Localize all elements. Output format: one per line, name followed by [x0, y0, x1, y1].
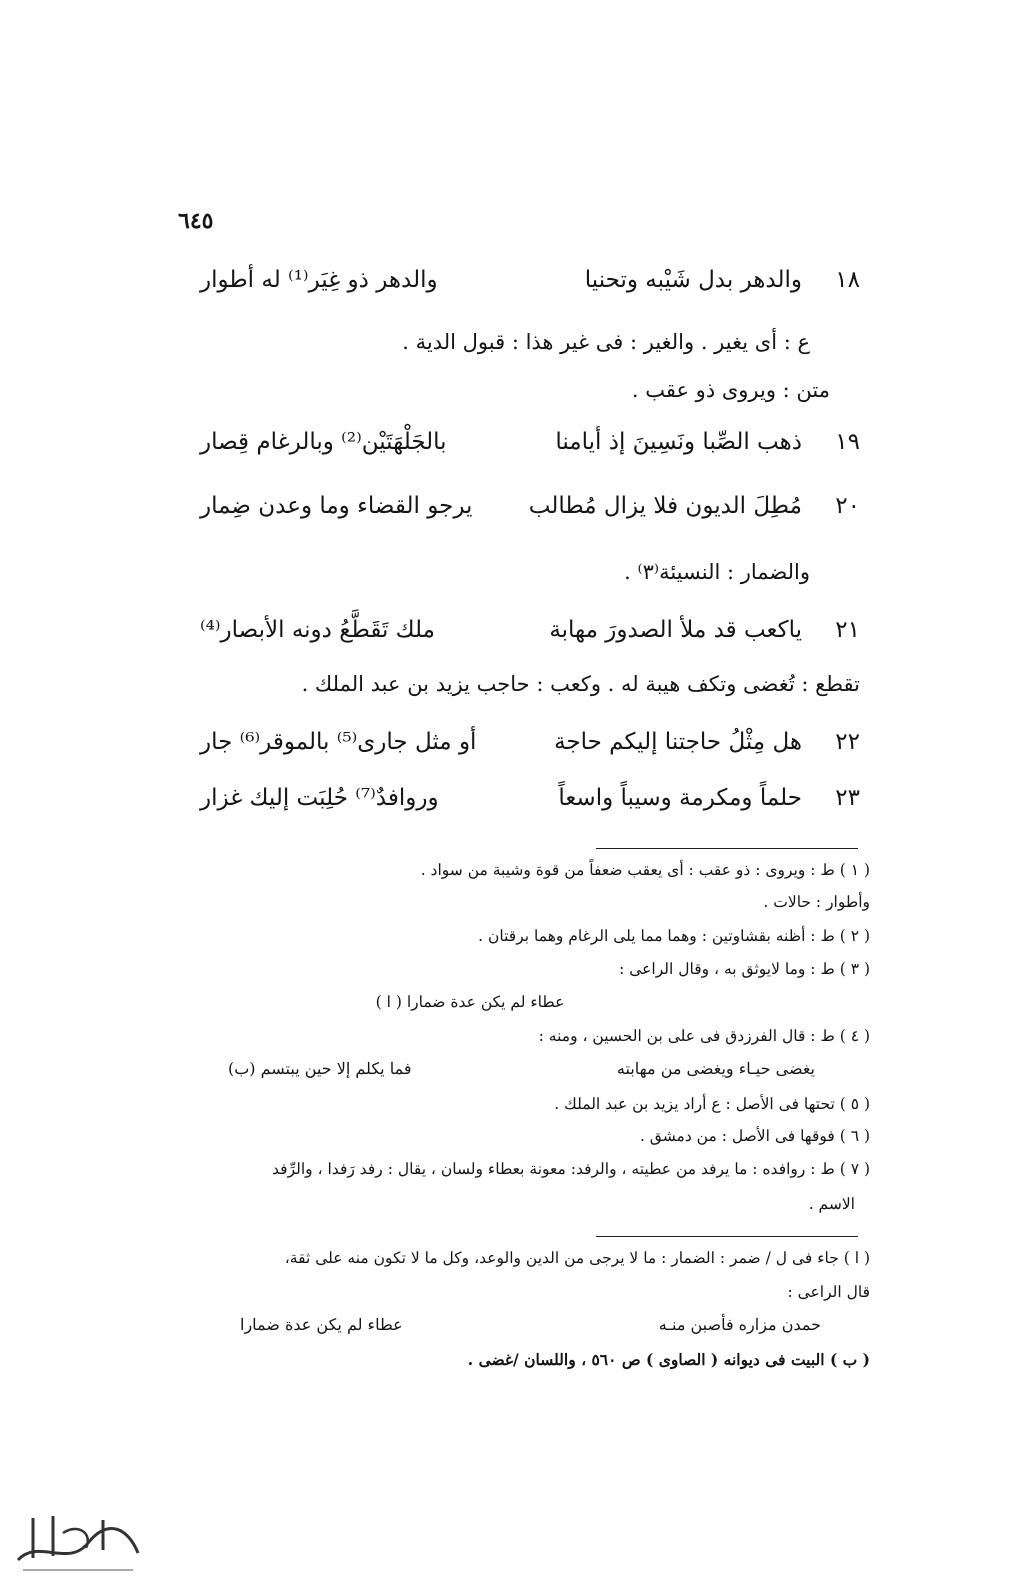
verse-hemistich-first: هل مِثْلُ حاجتنا إليكم حاجة — [554, 729, 802, 755]
footnote-verse-line: عطاء لم يكن عدة ضمارا ( ا ) — [375, 993, 565, 1011]
verse-hemistich-second: والدهر ذو غِيَر⁽¹⁾ له أطوار — [200, 267, 438, 293]
footnote-line: الاسم . — [808, 1195, 855, 1213]
editor-note-verse-hemistich-second: عطاء لم يكن عدة ضمارا — [240, 1315, 403, 1334]
verse-hemistich-second: يرجو القضاء وما وعدن ضِمار — [200, 493, 473, 519]
gloss-line: تقطع : تُغضى وتكف هيبة له . وكعب : حاجب يزيد بن عبد الملك . — [301, 672, 860, 696]
verse-18 — [200, 258, 860, 302]
verse-hemistich-first: ياكعب قد ملأ الصدورَ مهابة — [549, 617, 802, 643]
calligraphy-logo — [8, 1498, 148, 1578]
footnote-line: وأطوار : حالات . — [763, 893, 870, 911]
footnote-verse-hemistich-second: فما يكلم إلا حين يبتسم (ب) — [228, 1059, 412, 1078]
footnote-line: ( ٢ ) ط : أظنه بقشاوتين : وهما مما يلى الرغام وهما برقتان . — [478, 927, 870, 945]
verse-number: ١٨ — [835, 267, 860, 293]
editor-notes-separator — [596, 1236, 858, 1237]
verse-number: ٢٣ — [835, 785, 860, 811]
editor-note-line: ( ب ) البيت فى ديوانه ( الصاوى ) ص ٥٦٠ ، واللسان /غضى . — [467, 1350, 870, 1369]
verse-20 — [200, 484, 860, 528]
gloss-line: والضمار : النسيئة⁽٣⁾ . — [624, 560, 810, 584]
page-number: ٦٤٥ — [178, 208, 214, 234]
footnote-line: ( ٦ ) فوقها فى الأصل : من دمشق . — [639, 1127, 870, 1145]
verse-hemistich-first: والدهر بدل شَيْبه وتحنيا — [584, 267, 802, 293]
editor-note-line: ( ا ) جاء فى ل / ضمر : الضمار : ما لا يرجى من الدين والوعد، وكل ما لا تكون منه على ثقة، — [284, 1249, 870, 1267]
gloss-line: متن : ويروى ذو عقب . — [631, 378, 830, 402]
verse-19 — [200, 420, 860, 464]
footnote-line: ( ٤ ) ط : قال الفرزدق فى على بن الحسين ، ومنه : — [538, 1027, 870, 1045]
verse-hemistich-second: ملك تَقَطَّعُ دونه الأبصار⁽⁴⁾ — [200, 617, 435, 643]
footnote-line: ( ٣ ) ط : وما لايوثق به ، وقال الراعى : — [619, 960, 870, 978]
verse-22 — [200, 720, 860, 764]
editor-note-verse-hemistich-first: حمدن مزاره فأصبن منـه — [658, 1315, 821, 1334]
footnote-separator — [596, 848, 858, 849]
gloss-line: ع : أى يغير . والغير : فى غير هذا : قبول الدية . — [402, 330, 810, 354]
verse-number: ٢٠ — [835, 493, 860, 519]
verse-hemistich-second: أو مثل جارى⁽⁵⁾ بالموقر⁽⁶⁾ جار — [200, 729, 477, 755]
verse-hemistich-first: حلماً ومكرمة وسيباً واسعاً — [558, 785, 802, 811]
verse-hemistich-first: مُطِلَ الديون فلا يزال مُطالب — [528, 493, 802, 519]
verse-21 — [200, 608, 860, 652]
footnote-verse-hemistich-first: يغضى حيـاء ويغضى من مهابته — [616, 1059, 815, 1078]
verse-number: ٢٢ — [835, 729, 860, 755]
verse-hemistich-second: بالجَلْهَتَيْن⁽²⁾ وبالرغام قِصار — [200, 429, 447, 455]
footnote-line: ( ٥ ) تحتها فى الأصل : ع أراد يزيد بن عبد الملك . — [554, 1095, 870, 1113]
verse-number: ١٩ — [835, 429, 860, 455]
footnote-line: ( ١ ) ط : ويروى : ذو عقب : أى يعقب ضعفاً من قوة وشيبة من سواد . — [420, 861, 870, 879]
verse-hemistich-second: وروافدٌ⁽⁷⁾ حُلِبَت إليك غزار — [200, 785, 439, 811]
footnote-line: ( ٧ ) ط : روافده : ما يرفد من عطيته ، والرفد: معونة بعطاء ولسان ، يقال : رفد رَفدا ، والرِّفد — [272, 1160, 870, 1178]
verse-23 — [200, 776, 860, 820]
editor-note-line: قال الراعى : — [787, 1283, 870, 1301]
verse-hemistich-first: ذهب الصِّبا ونَسِينَ إذ أيامنا — [555, 429, 802, 455]
verse-number: ٢١ — [835, 617, 860, 643]
